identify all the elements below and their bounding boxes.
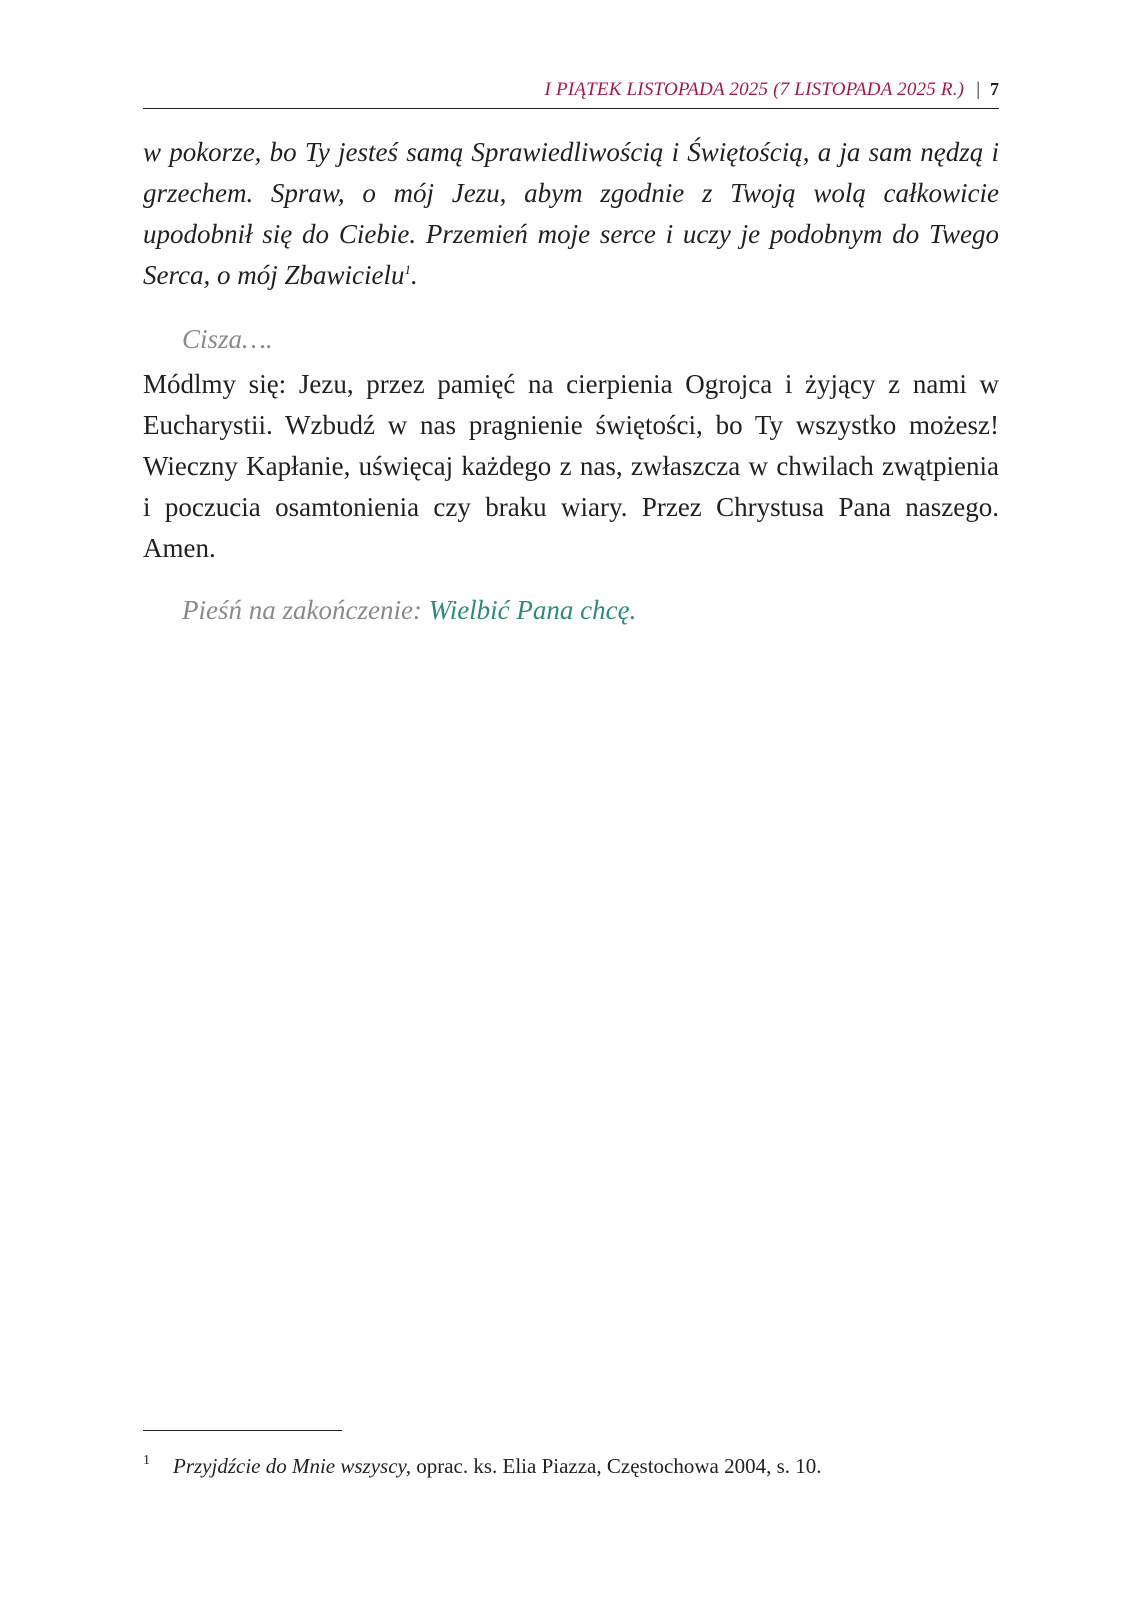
prayer-paragraph: [143, 132, 999, 296]
collect-paragraph: Módlmy się: Jezu, przez pamięć na cierpienia Ogrojca i żyjący z nami w Eucharystii. Wzbudź w nas pragnienie świętości, bo Ty wszystko możesz! Wieczny Kapłanie, uświęcaj każdego z nas, zwłaszcza w chwilach zwątpienia i poczucia osamtonienia czy braku wiary. Przez Chrystusa Pana naszego. Amen.: [143, 369, 999, 563]
closing-song-link[interactable]: Wielbić Pana chcę.: [428, 595, 637, 625]
silence-rubric: Cisza….: [182, 324, 273, 354]
footnote: [143, 1452, 822, 1480]
footnote-divider: [143, 1430, 342, 1431]
footnote-number: 1: [143, 1453, 150, 1468]
closing-song-label: Pieśń na zakończenie:: [182, 595, 429, 625]
prayer-text: w pokorze, bo Ty jesteś samą Sprawiedliwością i Świętością, a ja sam nędzą i grzechem. Spraw, o mój Jezu, abym zgodnie z Twoją wolą całkowicie upodobnił się do Ciebie. Przemień moje serce i uczy je podobnym do Twego Serca, o mój Zbawicielu: [143, 137, 999, 290]
header-separator: |: [976, 79, 980, 100]
footnote-reference[interactable]: 1: [404, 262, 411, 277]
closing-song-rubric: [182, 590, 636, 631]
footnote-source: oprac. ks. Elia Piazza, Częstochowa 2004, s. 10.: [410, 1454, 822, 1478]
prayer-end: .: [410, 260, 418, 290]
page-number: 7: [990, 79, 999, 99]
running-header: [143, 76, 999, 109]
running-title: I PIĄTEK LISTOPADA 2025 (7 LISTOPADA 2025 R.): [544, 79, 965, 100]
footnote-title: Przyjdźcie do Mnie wszyscy,: [173, 1454, 411, 1478]
